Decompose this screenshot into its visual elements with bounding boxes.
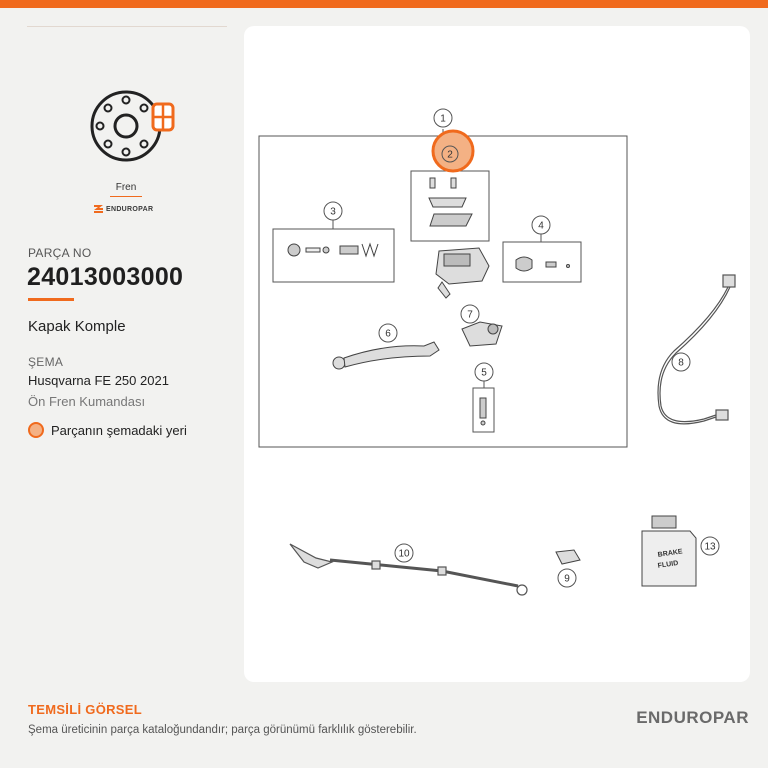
callout-2: 2	[447, 149, 453, 161]
highlight-marker-icon	[28, 422, 44, 438]
master-cylinder-body	[436, 248, 489, 298]
callout-10: 10	[398, 548, 410, 560]
location-legend	[28, 422, 187, 438]
brake-switch-cable	[658, 275, 735, 424]
category-label: Fren	[115, 182, 137, 193]
footer-note: Şema üreticinin parça kataloğundandır; parça görünümü farklılık gösterebilir.	[28, 724, 417, 736]
footer-title: TEMSİLİ GÖRSEL	[28, 702, 142, 717]
callout-5: 5	[481, 367, 487, 379]
adjuster-part	[462, 322, 502, 346]
schema-model: Husqvarna FE 250 2021	[28, 373, 169, 388]
brand-logo	[94, 205, 153, 213]
parts-diagram	[244, 26, 750, 682]
category-underline	[110, 196, 142, 197]
callout-9: 9	[564, 573, 570, 585]
top-accent-bar	[0, 0, 768, 8]
pivot-bolt	[480, 398, 486, 425]
part-number: 24013003000	[27, 263, 184, 291]
callout-7: 7	[467, 309, 473, 321]
fluid-label-line2: FLUID	[657, 560, 679, 570]
brand-mark-icon	[94, 205, 103, 213]
callout-1: 1	[440, 113, 446, 125]
diagram-canvas	[244, 26, 750, 682]
fluid-label-line1: BRAKE	[657, 548, 683, 559]
part-name: Kapak Komple	[28, 318, 126, 335]
callout-4: 4	[538, 220, 544, 232]
sidebar-divider	[27, 26, 227, 27]
footer-brand: ENDUROPAR	[636, 708, 749, 727]
callout-3: 3	[330, 206, 336, 218]
callout-13: 13	[704, 541, 716, 553]
brand-logo-text: ENDUROPAR	[106, 205, 154, 213]
clamp-parts	[516, 257, 570, 271]
callout-8: 8	[678, 357, 684, 369]
brake-fluid-bottle	[642, 516, 696, 586]
brake-lever	[333, 342, 439, 369]
hose-fitting	[556, 550, 580, 564]
schema-label: ŞEMA	[28, 355, 64, 369]
brake-disc-icon	[86, 84, 182, 168]
piston-kit-parts	[288, 244, 378, 256]
cover-kit-parts	[429, 178, 472, 226]
part-number-label: PARÇA NO	[28, 246, 92, 260]
highlight-marker	[433, 131, 473, 171]
part-number-underline	[28, 298, 74, 301]
schema-section: Ön Fren Kumandası	[28, 394, 146, 409]
legend-text: Parçanın şemadaki yeri	[51, 422, 187, 438]
group-box-4	[503, 242, 581, 282]
callout-6: 6	[385, 328, 391, 340]
